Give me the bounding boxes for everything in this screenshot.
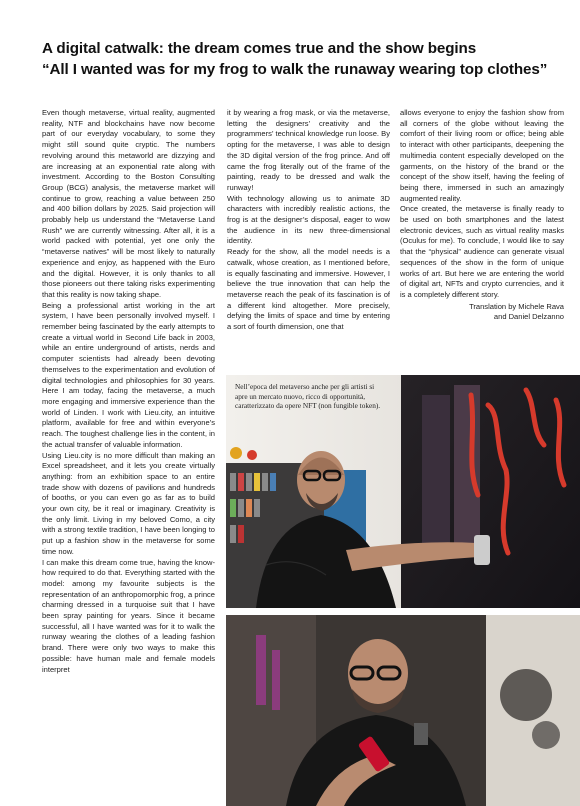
translation-credit (400, 302, 564, 323)
paragraph: Once created, the metaverse is finally ready to be used on both smartphones and the latest electronic devices, such as virtual reality masks (Oculus for me). To conclude, I would like to say that the “physical” audience can generate visual sequences of the show in the form of unique works of art. But here we are entering the world of digital art, NFTs and crypto currencies, and it is a completely different story. (400, 204, 564, 299)
paragraph: Being a professional artist working in the art system, I have been personally involved myself. I remember being fascinated by the early attempts to create a virtual world in Second Life back in 2003, while an entire underground of artists, nerds and computer scientists had already been devoting themselves to the experimentation and evolution of digital technologies and philosophies for 30 years. Here I am today, facing the metaverse, a much more engaging and immersive experience than the world of Linden. I work with Lieu.city, an intuitive platform, available for free and within everyone’s reach. The toughest challenge lies in the content, in the actual transfer of valuable information. (42, 300, 215, 449)
artist-spray-can-photo (226, 615, 580, 806)
credit-line-2: and Daniel Delzanno (493, 312, 564, 322)
paragraph: With technology allowing us to animate 3D characters with incredibly realistic actions, the frog is at the designer’s disposal, eager to wow the audience in its new three-dimensional identity. (227, 193, 390, 246)
paragraph: Using Lieu.city is no more difficult than making an Excel spreadsheet, and it lets you create virtually anything: from an exhibition space to an entire trade show with dozens of pavilions and hundreds of booths, or you can even go as far as to build your own city, be it real or imaginary. Creativity is the only limit. Living in my beloved Como, a city with a strong textile tradition, I have been longing to put up a fashion show in the metaverse for some time now. (42, 450, 215, 556)
paragraph: Even though metaverse, virtual reality, augmented reality, NTF and blockchains have now become part of our everyday vocabulary, to some they might still sound quite cryptic. The numbers revolving around this metaworld are dizzying and are increasing at an exponential rate along with investment. According to the Boston Consulting Group (BCG) analysis, the metaverse market will continue to grow, reaching a value between 250 and 400 billion dollars by 2025. Said projection will probably help us understand the “Metaverse Land Rush” we are currently witnessing. After all, it is a world packed with potential, yet one only the “metaverse natives” will be most likely to naturally experience and enjoy, as happened with the Euro and the digital. However, it is only thanks to all those pioneers out there taking risks experimenting that this reality is now taking shape. (42, 108, 215, 299)
headline-line-1: A digital catwalk: the dream comes true and the show begins (42, 40, 477, 57)
photo-caption: Nell’epoca del metaverso anche per gli artisti si apre un mercato nuovo, ricco di opportunità, caratterizzato da opere NFT (non fungible token). (235, 382, 381, 411)
artist-studio-photo (226, 375, 580, 608)
headline-line-2: “All I wanted was for my frog to walk the runaway wearing top clothes” (42, 61, 548, 78)
article-headline (42, 38, 562, 80)
paragraph: I can make this dream come true, having the know-how required to do that. Everything started with the model: among my favourite subjects is the representation of an anthropomorphic frog, a prince charming dressed in a turquoise suit that I have been spray painting for years. Since it became successful, all I have wanted was for it to walk the runway wearing the clothes of a leading fashion brand. There were only two ways to make this possible: have human male and female models interpret (42, 557, 215, 674)
paragraph: allows everyone to enjoy the fashion show from all corners of the globe without leaving the comfort of their living room or office; being able to interact with other participants, deepening the multimedia content especially developed on the garments, on the history of the brand or the concept of the show itself, having the feeling of being there, immersed in such an amazingly augmented reality. (400, 108, 564, 203)
text-column-3 (400, 108, 564, 323)
credit-line-1: Translation by Michele Rava (469, 301, 564, 311)
text-column-1 (42, 108, 215, 675)
text-column-2 (227, 108, 390, 333)
paragraph: it by wearing a frog mask, or via the metaverse, letting the designers’ creativity and the programmers’ technical knowledge run loose. By opting for the metaverse, I was able to design the 3D digital version of the frog prince. And off came the frog literally out of the frame of the painting, ready to be dressed and walk the runway! (227, 108, 390, 192)
paragraph: Ready for the show, all the model needs is a catwalk, whose creation, as I mentioned before, is equally fascinating and immersive. However, I believe the true innovation that can help the metaverse reach the peak of its fascination is of a different kind altogether. More precisely, defying the limits of space and time by entering a sort of fourth dimension, one that (227, 247, 390, 332)
spray-photo-illustration (226, 615, 580, 806)
